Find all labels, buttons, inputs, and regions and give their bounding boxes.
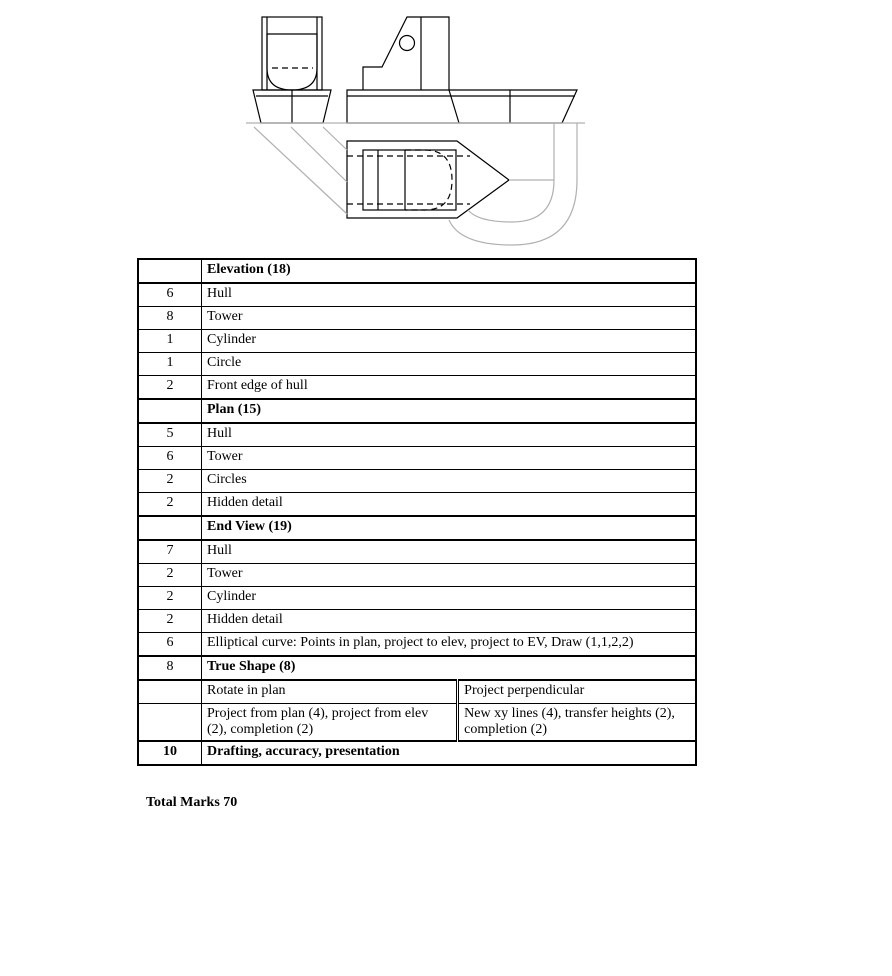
mark-cell: 8 xyxy=(138,307,202,330)
item-cell: Elliptical curve: Points in plan, project to elev, project to EV, Draw (1,1,2,2) xyxy=(202,633,697,657)
marking-scheme-table xyxy=(137,258,697,766)
item-cell: Hull xyxy=(202,423,697,447)
end-view xyxy=(253,17,331,123)
mark-cell: 6 xyxy=(138,447,202,470)
drafting-label: Drafting, accuracy, presentation xyxy=(202,741,697,765)
mark-cell: 1 xyxy=(138,353,202,376)
item-cell: Hidden detail xyxy=(202,493,697,517)
section-title-end-view: End View (19) xyxy=(202,516,697,540)
boat-orthographic-drawing xyxy=(0,0,892,250)
true-shape-option-b-heading: Project perpendicular xyxy=(458,680,696,704)
true-shape-option-a-detail: Project from plan (4), project from elev (2), completion (2) xyxy=(202,704,458,742)
item-cell: Tower xyxy=(202,307,697,330)
mark-cell: 2 xyxy=(138,376,202,400)
section-title-elevation: Elevation (18) xyxy=(202,259,697,283)
total-marks: Total Marks 70 xyxy=(146,795,238,810)
mark-cell: 5 xyxy=(138,423,202,447)
mark-cell: 2 xyxy=(138,493,202,517)
item-cell: Cylinder xyxy=(202,587,697,610)
item-cell: Front edge of hull xyxy=(202,376,697,400)
item-cell: Hull xyxy=(202,283,697,307)
item-cell: Circles xyxy=(202,470,697,493)
mark-cell: 6 xyxy=(138,283,202,307)
mark-cell: 2 xyxy=(138,610,202,633)
item-cell: Cylinder xyxy=(202,330,697,353)
item-cell: Hull xyxy=(202,540,697,564)
section-title-true-shape: True Shape (8) xyxy=(202,656,697,680)
true-shape-option-a-heading: Rotate in plan xyxy=(202,680,458,704)
elevation-view xyxy=(347,17,577,123)
mark-cell: 2 xyxy=(138,564,202,587)
mark-cell: 10 xyxy=(138,741,202,765)
mark-cell: 2 xyxy=(138,470,202,493)
mark-cell: 7 xyxy=(138,540,202,564)
mark-cell: 6 xyxy=(138,633,202,657)
item-cell: Tower xyxy=(202,564,697,587)
item-cell: Tower xyxy=(202,447,697,470)
mark-cell: 2 xyxy=(138,587,202,610)
true-shape-option-b-detail: New xy lines (4), transfer heights (2), completion (2) xyxy=(458,704,696,742)
section-title-plan: Plan (15) xyxy=(202,399,697,423)
plan-view xyxy=(347,141,509,218)
mark-cell: 1 xyxy=(138,330,202,353)
item-cell: Hidden detail xyxy=(202,610,697,633)
item-cell: Circle xyxy=(202,353,697,376)
mark-cell: 8 xyxy=(138,656,202,680)
